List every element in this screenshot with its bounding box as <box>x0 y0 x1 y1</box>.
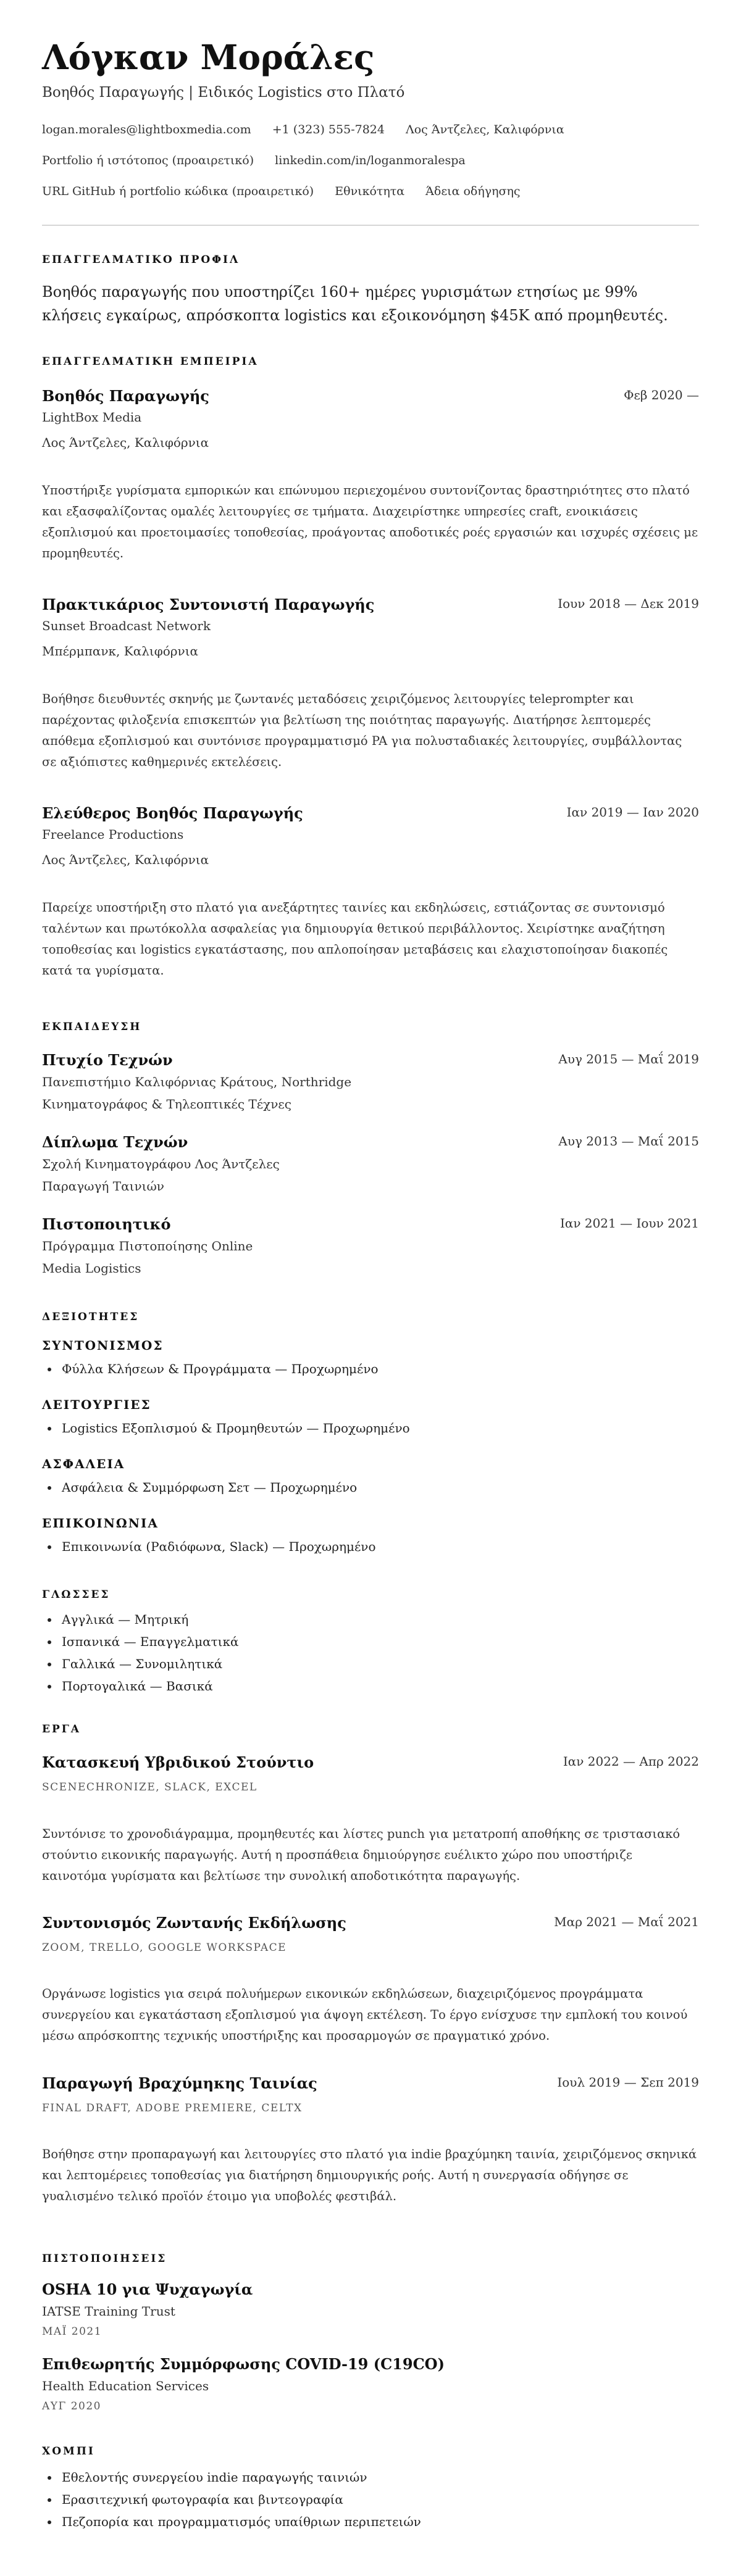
hobby-item: • Εθελοντής συνεργείου indie παραγωγής ταινιών <box>59 2466 421 2488</box>
job-dates: Ιαν 2019 — Ιαν 2020 <box>566 805 699 820</box>
project-dates: Ιαν 2022 — Απρ 2022 <box>563 1754 699 1769</box>
language-item: • Αγγλικά — Μητρική <box>59 1608 239 1631</box>
license-text: Άδεια οδήγησης <box>425 185 521 198</box>
education-school: Πανεπιστήμιο Καλιφόρνιας Κράτους, Northridge <box>42 1074 352 1089</box>
certification-date: ΑΥΓ 2020 <box>42 2400 101 2412</box>
language-item: • Πορτογαλικά — Βασικά <box>59 1675 239 1697</box>
language-item: • Γαλλικά — Συνομιλητικά <box>59 1653 239 1675</box>
profile-summary: Βοηθός παραγωγής που υποστηρίζει 160+ ημέρες γυρισμάτων ετησίως με 99% κλήσεις εγκαίρως, απρόσκοπτα logistics και εξοικονόμηση $45K από προμηθευτές. <box>42 283 668 324</box>
contact-row-extra <box>42 183 538 200</box>
education-school: Σχολή Κινηματογράφου Λος Άντζελες <box>42 1157 280 1171</box>
job-dates: Φεβ 2020 — <box>624 388 699 402</box>
skill-item: • Logistics Εξοπλισμού & Προμηθευτών — Προχωρημένο <box>59 1417 410 1439</box>
section-heading-experience: ΕΠΑΓΓΕΛΜΑΤΙΚΗ ΕΜΠΕΙΡΙΑ <box>42 355 259 368</box>
project-title: Συντονισμός Ζωντανής Εκδήλωσης <box>42 1914 346 1932</box>
job-company: Sunset Broadcast Network <box>42 618 211 633</box>
project-tools: ZOOM, TRELLO, GOOGLE WORKSPACE <box>42 1942 287 1954</box>
contact-row-links <box>42 152 483 169</box>
education-dates: Αυγ 2013 — Μαΐ 2015 <box>558 1134 699 1149</box>
location-text: Λος Άντζελες, Καλιφόρνια <box>406 123 564 136</box>
candidate-headline: Βοηθός Παραγωγής | Ειδικός Logistics στο Πλατό <box>42 85 405 101</box>
email-link[interactable]: logan.morales@lightboxmedia.com <box>42 123 251 136</box>
education-dates: Αυγ 2015 — Μαΐ 2019 <box>558 1052 699 1066</box>
project-description: Συντόνισε το χρονοδιάγραμμα, προμηθευτές και λίστες punch για μετατροπή αποθήκης σε τριστασιακό στούντιο εικονικής παραγωγής. Αυτή η προσπάθεια δημιούργησε ευέλικτο χώρο που υποστήριζε καινοτόμα γυρίσματα και βελτίωσε την συνολική αποδοτικότητα παραγωγής. <box>42 1827 680 1883</box>
github-link[interactable]: URL GitHub ή portfolio κώδικα (προαιρετικό) <box>42 185 314 198</box>
skill-category: ΑΣΦΑΛΕΙΑ <box>42 1456 125 1471</box>
job-company: Freelance Productions <box>42 827 184 842</box>
education-degree: Δίπλωμα Τεχνών <box>42 1133 188 1151</box>
certification-issuer: Health Education Services <box>42 2379 209 2393</box>
skill-item: • Ασφάλεια & Συμμόρφωση Σετ — Προχωρημένο <box>59 1476 357 1498</box>
language-item: • Ισπανικά — Επαγγελματικά <box>59 1631 239 1653</box>
education-field: Media Logistics <box>42 1261 141 1276</box>
job-title: Πρακτικάριος Συντονιστή Παραγωγής <box>42 596 375 613</box>
project-description: Βοήθησε στην προπαραγωγή και λειτουργίες στο πλατό για indie βραχύμηκη ταινία, χειριζόμενος σκηνικά και λεπτομέρειες τοποθεσίας για διατήρηση δημιουργικής ροής. Αυτή η συνεργασία οδήγησε σε γυαλισμένο τελικό προϊόν έτοιμο για υποβολές φεστιβάλ. <box>42 2147 697 2203</box>
project-title: Κατασκευή Υβριδικού Στούντιο <box>42 1753 314 1771</box>
skill-list <box>42 1358 379 1380</box>
education-field: Παραγωγή Ταινιών <box>42 1179 164 1194</box>
nationality-text: Εθνικότητα <box>335 185 405 198</box>
certification-name: Επιθεωρητής Συμμόρφωσης COVID-19 (C19CO) <box>42 2355 445 2373</box>
linkedin-link[interactable]: linkedin.com/in/loganmoralespa <box>275 154 466 167</box>
certification-date: ΜΑΪ 2021 <box>42 2325 103 2338</box>
skill-category: ΛΕΙΤΟΥΡΓΙΕΣ <box>42 1397 151 1412</box>
hobby-list <box>42 2466 421 2533</box>
education-degree: Πτυχίο Τεχνών <box>42 1051 173 1069</box>
job-company: LightBox Media <box>42 410 142 425</box>
hobby-item: • Πεζοπορία και προγραμματισμός υπαίθριων περιπετειών <box>59 2511 421 2533</box>
candidate-name: Λόγκαν Μοράλες <box>42 37 375 77</box>
job-location: Μπέρμπανκ, Καλιφόρνια <box>42 644 199 659</box>
hobby-item: • Ερασιτεχνική φωτογραφία και βιντεογραφία <box>59 2488 421 2511</box>
job-description: Παρείχε υποστήριξη στο πλατό για ανεξάρτητες ταινίες και εκδηλώσεις, εστιάζοντας σε συντονισμό ταλέντων και πρωτόκολλα ασφαλείας για δημιουργία θετικού περιβάλλοντος. Χειρίστηκε αναζήτηση τοποθεσίας και logistics εγκατάστασης, που απλοποίησαν μεταβάσεις και ελαχιστοποίησαν διακοπές κατά τα γυρίσματα. <box>42 900 668 978</box>
section-heading-languages: ΓΛΩΣΣΕΣ <box>42 1589 111 1601</box>
skill-category: ΕΠΙΚΟΙΝΩΝΙΑ <box>42 1516 159 1531</box>
education-dates: Ιαν 2021 — Ιουν 2021 <box>559 1216 699 1231</box>
skill-list <box>42 1417 410 1439</box>
project-description: Οργάνωσε logistics για σειρά πολυήμερων εικονικών εκδηλώσεων, διαχειριζόμενος προγράμματα συνεργείου και εγκατάσταση εξοπλισμού για άψογη εκτέλεση. Το έργο ενίσχυσε την εμπλοκή του κοινού μέσω απρόσκοπτης τεχνικής υποστήριξης και προσαρμογών σε πραγματικό χρόνο. <box>42 1987 688 2043</box>
job-title: Βοηθός Παραγωγής <box>42 387 209 405</box>
job-description: Βοήθησε διευθυντές σκηνής με ζωντανές μεταδόσεις χειριζόμενος λειτουργίες teleprompter και παρέχοντας φιλοξενία επισκεπτών για βελτίωση της ποιότητας παραγωγής. Διατήρησε λεπτομερές απόθεμα εξοπλισμού και συντόνισε προγραμματισμό PA για πολυσταδιακές λειτουργίες, συμβάλλοντας σε αξιόπιστες καθημερινές εκτελέσεις. <box>42 692 682 769</box>
contact-row-primary <box>42 121 582 138</box>
section-heading-profile: ΕΠΑΓΓΕΛΜΑΤΙΚΟ ΠΡΟΦΙΛ <box>42 254 240 266</box>
project-tools: FINAL DRAFT, ADOBE PREMIERE, CELTX <box>42 2102 303 2114</box>
portfolio-link[interactable]: Portfolio ή ιστότοπος (προαιρετικό) <box>42 154 254 167</box>
header-divider <box>42 225 699 226</box>
education-degree: Πιστοποιητικό <box>42 1215 171 1233</box>
project-tools: SCENECHRONIZE, SLACK, EXCEL <box>42 1781 257 1793</box>
project-title: Παραγωγή Βραχύμηκης Ταινίας <box>42 2074 317 2092</box>
project-dates: Ιουλ 2019 — Σεπ 2019 <box>557 2075 699 2090</box>
section-heading-hobbies: ΧΟΜΠΙ <box>42 2445 95 2458</box>
project-dates: Μαρ 2021 — Μαΐ 2021 <box>554 1914 699 1929</box>
education-field: Κινηματογράφος & Τηλεοπτικές Τέχνες <box>42 1097 291 1111</box>
skill-category: ΣΥΝΤΟΝΙΣΜΟΣ <box>42 1338 164 1353</box>
section-heading-skills: ΔΕΞΙΟΤΗΤΕΣ <box>42 1311 140 1323</box>
job-location: Λος Άντζελες, Καλιφόρνια <box>42 435 209 450</box>
certification-issuer: IATSE Training Trust <box>42 2304 175 2319</box>
job-location: Λος Άντζελες, Καλιφόρνια <box>42 852 209 867</box>
certification-name: OSHA 10 για Ψυχαγωγία <box>42 2280 253 2298</box>
skill-item: • Επικοινωνία (Ραδιόφωνα, Slack) — Προχωρημένο <box>59 1535 376 1558</box>
job-title: Ελεύθερος Βοηθός Παραγωγής <box>42 804 303 822</box>
section-heading-education: ΕΚΠΑΙΔΕΥΣΗ <box>42 1021 142 1033</box>
language-list <box>42 1608 239 1697</box>
skill-item: • Φύλλα Κλήσεων & Προγράμματα — Προχωρημένο <box>59 1358 379 1380</box>
job-description: Υποστήριξε γυρίσματα εμπορικών και επώνυμου περιεχομένου συντονίζοντας δραστηριότητες στο πλατό και εξασφαλίζοντας ομαλές λειτουργίες σε τμήματα. Διαχειρίστηκε υπηρεσίες craft, ενοικιάσεις εξοπλισμού και προετοιμασίες τοποθεσίας, προάγοντας αποδοτικές ροές εργασιών και ισχυρές σχέσεις με προμηθευτές. <box>42 483 698 560</box>
education-school: Πρόγραμμα Πιστοποίησης Online <box>42 1239 253 1253</box>
skill-list <box>42 1476 357 1498</box>
phone-number: +1 (323) 555-7824 <box>272 123 385 136</box>
job-dates: Ιουν 2018 — Δεκ 2019 <box>558 596 699 611</box>
section-heading-projects: ΕΡΓΑ <box>42 1723 81 1735</box>
skill-list <box>42 1535 376 1558</box>
section-heading-certifications: ΠΙΣΤΟΠΟΙΗΣΕΙΣ <box>42 2253 167 2265</box>
